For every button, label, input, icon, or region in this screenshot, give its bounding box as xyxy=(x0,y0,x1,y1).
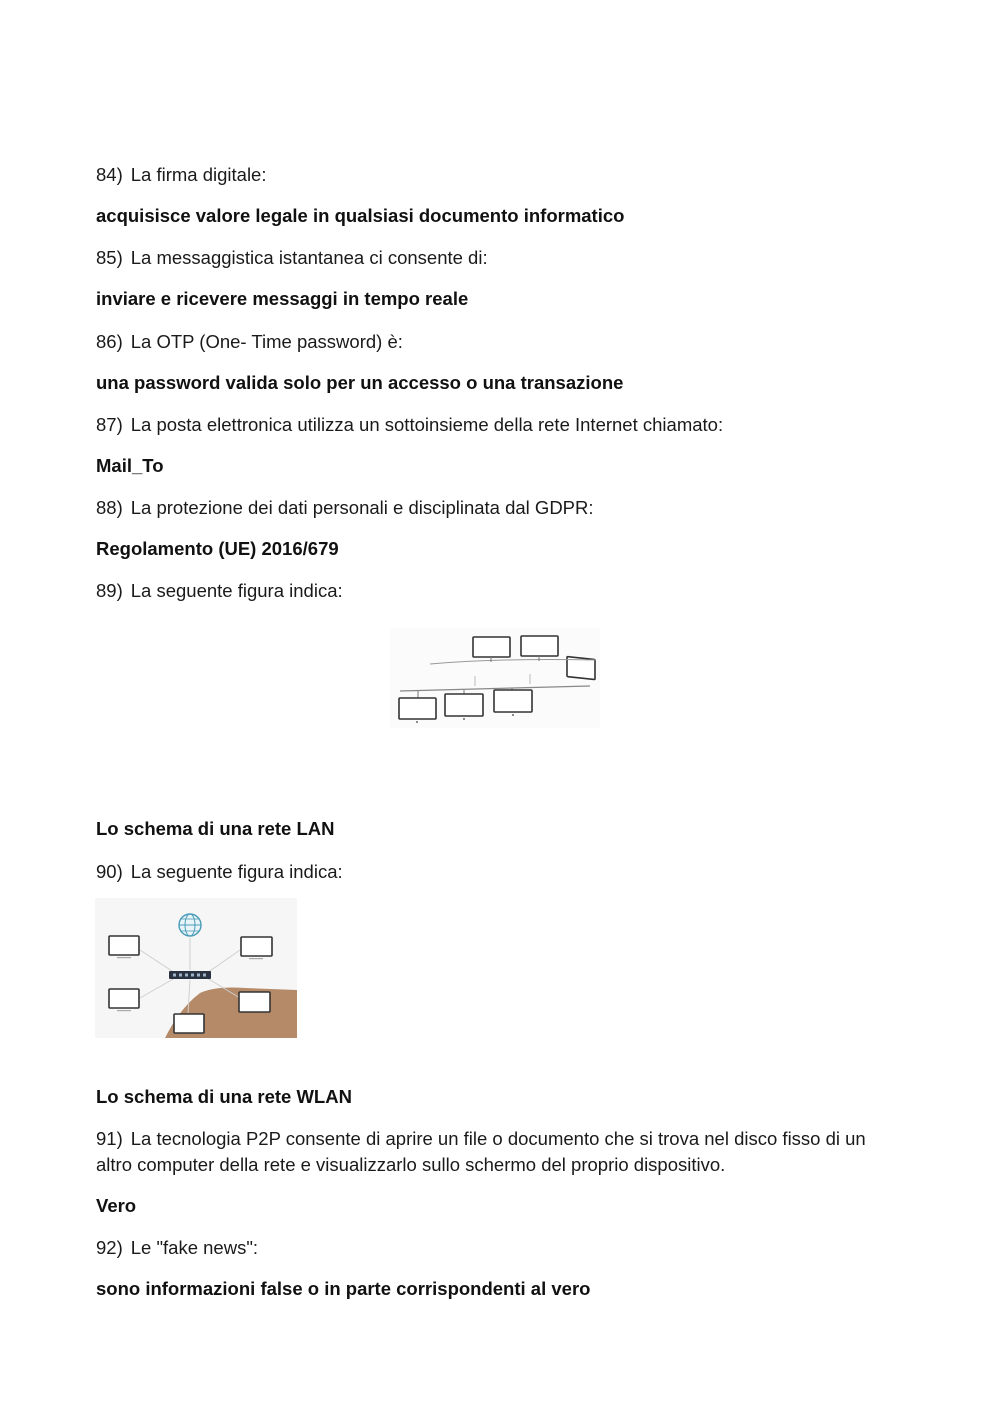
question-text: La OTP (One- Time password) è: xyxy=(130,331,403,352)
wlan-network-diagram-icon xyxy=(95,898,297,1038)
question-text: La messaggistica istantanea ci consente di: xyxy=(130,247,488,268)
question-89 xyxy=(96,578,896,604)
question-number: 92) xyxy=(96,1237,123,1258)
question-text: Le "fake news": xyxy=(130,1237,259,1258)
answer-91: Vero xyxy=(96,1195,137,1216)
answer-84: acquisisce valore legale in qualsiasi documento informatico xyxy=(96,205,625,226)
question-text: La seguente figura indica: xyxy=(130,580,343,601)
question-number: 88) xyxy=(96,497,123,518)
answer-89: Lo schema di una rete LAN xyxy=(96,818,335,839)
question-text: La protezione dei dati personali e disciplinata dal GDPR: xyxy=(130,497,594,518)
question-number: 86) xyxy=(96,331,123,352)
question-number: 85) xyxy=(96,247,123,268)
answer-86: una password valida solo per un accesso o una transazione xyxy=(96,372,624,393)
question-number: 90) xyxy=(96,861,123,882)
question-87 xyxy=(96,412,896,438)
question-90 xyxy=(96,859,896,885)
answer-85: inviare e ricevere messaggi in tempo reale xyxy=(96,288,469,309)
question-number: 87) xyxy=(96,414,123,435)
lan-network-diagram-icon xyxy=(390,628,600,728)
question-number: 91) xyxy=(96,1128,123,1149)
question-text: La firma digitale: xyxy=(130,164,267,185)
answer-90: Lo schema di una rete WLAN xyxy=(96,1086,352,1107)
question-92 xyxy=(96,1235,896,1261)
question-84 xyxy=(96,162,896,188)
question-91 xyxy=(96,1126,896,1178)
question-number: 89) xyxy=(96,580,123,601)
question-86 xyxy=(96,329,896,355)
question-88 xyxy=(96,495,896,521)
question-text: La posta elettronica utilizza un sottoinsieme della rete Internet chiamato: xyxy=(130,414,724,435)
question-text: La tecnologia P2P consente di aprire un file o documento che si trova nel disco fisso di un altro computer della rete e visualizzarlo sullo schermo del proprio dispositivo. xyxy=(96,1128,866,1175)
answer-87: Mail_To xyxy=(96,455,164,476)
answer-92: sono informazioni false o in parte corrispondenti al vero xyxy=(96,1278,591,1299)
question-85 xyxy=(96,245,896,271)
question-number: 84) xyxy=(96,164,123,185)
question-text: La seguente figura indica: xyxy=(130,861,343,882)
answer-88: Regolamento (UE) 2016/679 xyxy=(96,538,339,559)
